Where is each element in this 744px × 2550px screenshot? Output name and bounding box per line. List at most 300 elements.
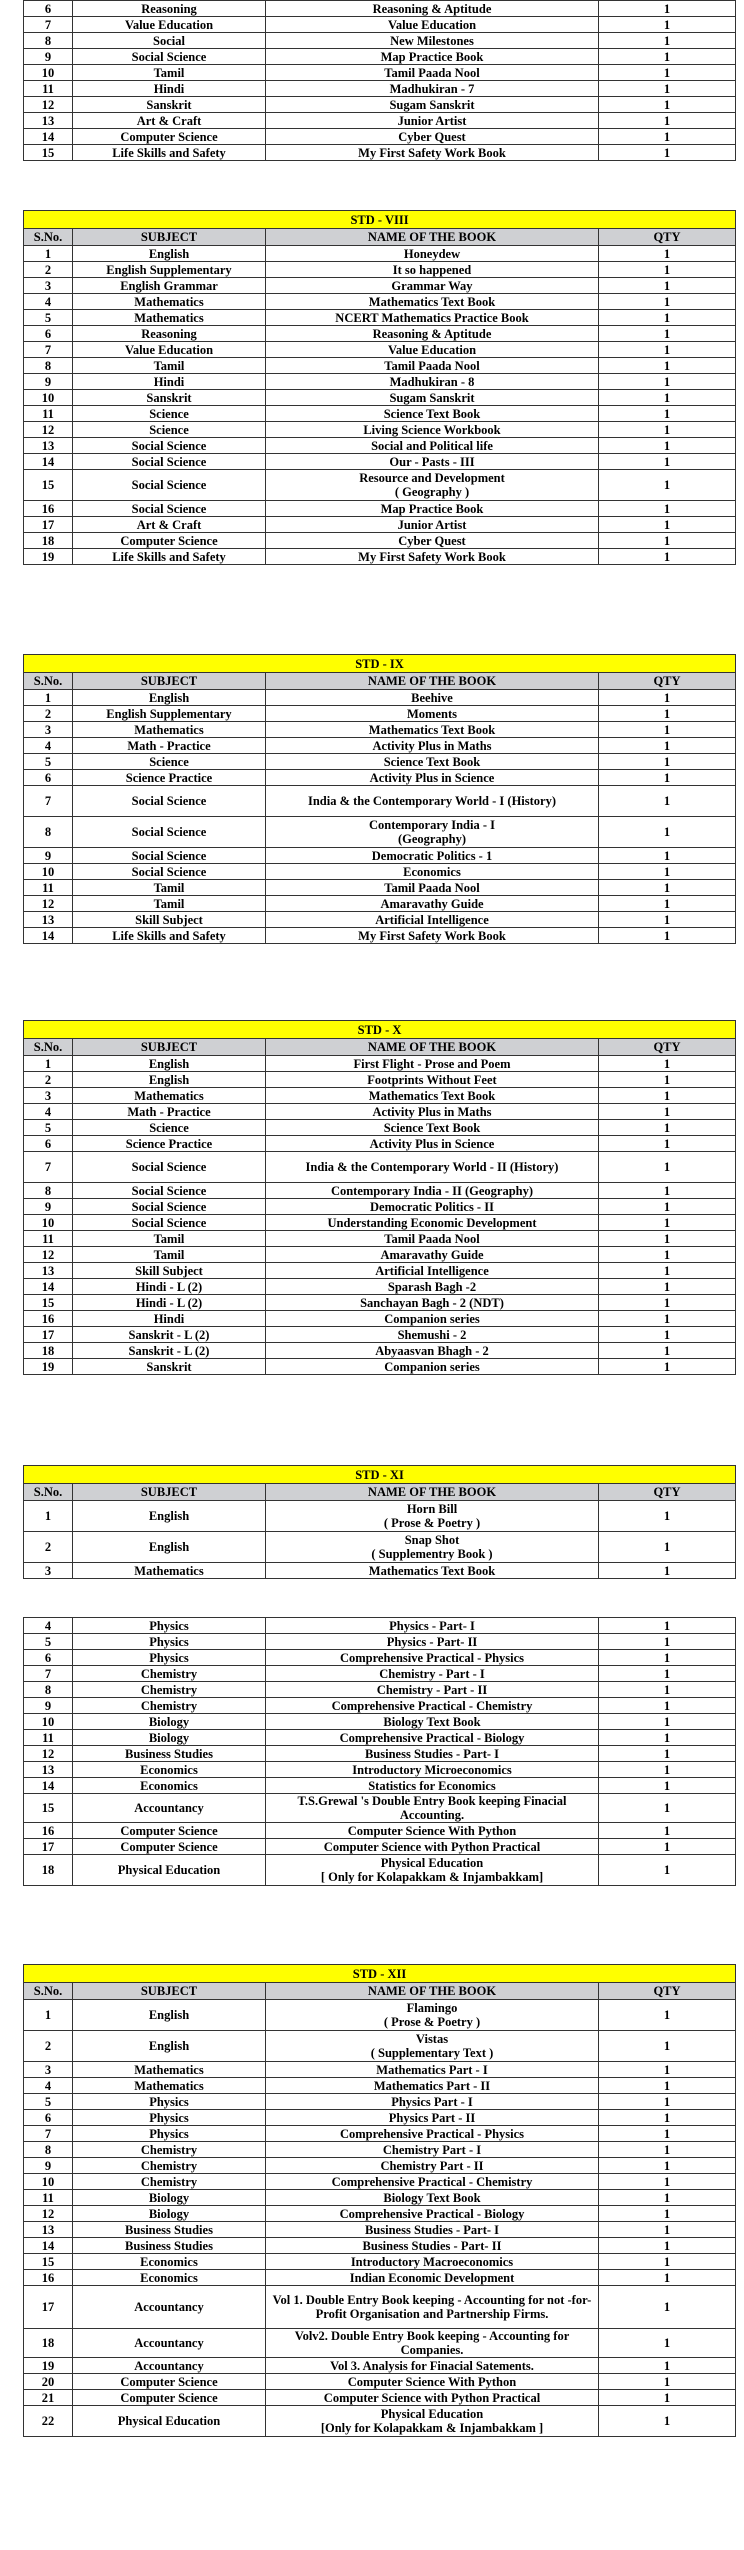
book-name-cell: Amaravathy Guide <box>266 1247 599 1263</box>
table-row <box>24 81 736 97</box>
table-row <box>24 2190 736 2206</box>
table-row <box>24 864 736 880</box>
book-name-cell: Resource and Development ( Geography ) <box>266 470 599 501</box>
sno-cell: 4 <box>24 294 73 310</box>
subject-cell: Skill Subject <box>73 912 266 928</box>
subject-cell: Mathematics <box>73 2078 266 2094</box>
table-row <box>24 2158 736 2174</box>
table-row <box>24 342 736 358</box>
subject-cell: Biology <box>73 1730 266 1746</box>
table-row <box>24 2206 736 2222</box>
sno-header: S.No. <box>24 229 73 246</box>
sno-cell: 10 <box>24 65 73 81</box>
table-row <box>24 2094 736 2110</box>
table-row <box>24 2222 736 2238</box>
book-name-cell: Physical Education [Only for Kolapakkam & Injambakkam ] <box>266 2406 599 2437</box>
subject-cell: English Grammar <box>73 278 266 294</box>
qty-cell: 1 <box>599 81 736 97</box>
book-name-cell: Physics Part - II <box>266 2110 599 2126</box>
std-xii-table <box>23 1964 736 2437</box>
sno-cell: 2 <box>24 706 73 722</box>
sno-header: S.No. <box>24 1039 73 1056</box>
qty-cell: 1 <box>599 1730 736 1746</box>
qty-cell: 1 <box>599 97 736 113</box>
book-name-cell: Junior Artist <box>266 113 599 129</box>
table-row <box>24 1618 736 1634</box>
subject-cell: Mathematics <box>73 722 266 738</box>
std-xi-cont-block <box>0 1617 736 1886</box>
qty-cell: 1 <box>599 49 736 65</box>
table-row <box>24 294 736 310</box>
sno-cell: 8 <box>24 33 73 49</box>
book-name-cell: Chemistry Part - II <box>266 2158 599 2174</box>
table-row <box>24 2254 736 2270</box>
qty-cell: 1 <box>599 438 736 454</box>
sno-cell: 3 <box>24 722 73 738</box>
sno-cell: 9 <box>24 374 73 390</box>
sno-cell: 16 <box>24 501 73 517</box>
subject-cell: Reasoning <box>73 326 266 342</box>
qty-cell: 1 <box>599 880 736 896</box>
book-name-cell: Map Practice Book <box>266 49 599 65</box>
qty-cell: 1 <box>599 2110 736 2126</box>
book-name-cell: India & the Contemporary World - I (History) <box>266 786 599 817</box>
book-name-cell: Shemushi - 2 <box>266 1327 599 1343</box>
subject-cell: Physics <box>73 1650 266 1666</box>
sno-cell: 10 <box>24 2174 73 2190</box>
book-name-header: NAME OF THE BOOK <box>266 673 599 690</box>
table-row <box>24 722 736 738</box>
std-vii-tail-table <box>23 0 736 161</box>
subject-cell: Social Science <box>73 786 266 817</box>
book-name-cell: Tamil Paada Nool <box>266 880 599 896</box>
book-name-cell: Cyber Quest <box>266 129 599 145</box>
book-name-cell: First Flight - Prose and Poem <box>266 1056 599 1072</box>
sno-cell: 16 <box>24 1311 73 1327</box>
table-row <box>24 1247 736 1263</box>
subject-cell: Sanskrit <box>73 390 266 406</box>
book-name-cell: Chemistry Part - I <box>266 2142 599 2158</box>
book-name-cell: Indian Economic Development <box>266 2270 599 2286</box>
book-name-cell: Mathematics Text Book <box>266 722 599 738</box>
sno-cell: 11 <box>24 1231 73 1247</box>
subject-cell: Social Science <box>73 1199 266 1215</box>
table-row <box>24 2142 736 2158</box>
table-row <box>24 390 736 406</box>
sno-cell: 1 <box>24 1056 73 1072</box>
sno-cell: 11 <box>24 2190 73 2206</box>
qty-cell: 1 <box>599 2374 736 2390</box>
book-name-cell: Computer Science With Python <box>266 2374 599 2390</box>
qty-cell: 1 <box>599 2329 736 2358</box>
subject-cell: Mathematics <box>73 2062 266 2078</box>
subject-cell: Business Studies <box>73 2222 266 2238</box>
sno-cell: 11 <box>24 81 73 97</box>
table-row <box>24 690 736 706</box>
sno-cell: 12 <box>24 422 73 438</box>
qty-cell: 1 <box>599 358 736 374</box>
subject-cell: Chemistry <box>73 2142 266 2158</box>
subject-cell: Social Science <box>73 817 266 848</box>
subject-cell: Hindi <box>73 374 266 390</box>
qty-cell: 1 <box>599 454 736 470</box>
book-name-cell: Beehive <box>266 690 599 706</box>
subject-cell: Mathematics <box>73 1088 266 1104</box>
table-row <box>24 1279 736 1295</box>
table-row <box>24 1682 736 1698</box>
qty-cell: 1 <box>599 2206 736 2222</box>
book-name-cell: Mathematics Part - I <box>266 2062 599 2078</box>
sno-cell: 7 <box>24 342 73 358</box>
table-row <box>24 1823 736 1839</box>
sno-cell: 3 <box>24 1088 73 1104</box>
section-title: STD - XI <box>24 1466 736 1484</box>
table-row <box>24 817 736 848</box>
table-row <box>24 1794 736 1823</box>
table-row <box>24 706 736 722</box>
sno-cell: 6 <box>24 770 73 786</box>
book-name-cell: Sugam Sanskrit <box>266 390 599 406</box>
table-row <box>24 928 736 944</box>
book-name-cell: Sparash Bagh -2 <box>266 1279 599 1295</box>
sno-cell: 17 <box>24 2286 73 2329</box>
sno-cell: 1 <box>24 246 73 262</box>
subject-cell: Social Science <box>73 848 266 864</box>
table-row <box>24 1650 736 1666</box>
sno-cell: 9 <box>24 848 73 864</box>
header-row <box>24 1983 736 2000</box>
book-name-cell: Computer Science With Python <box>266 1823 599 1839</box>
qty-cell: 1 <box>599 1650 736 1666</box>
sno-cell: 8 <box>24 358 73 374</box>
subject-cell: Economics <box>73 1762 266 1778</box>
qty-cell: 1 <box>599 2000 736 2031</box>
book-name-cell: Reasoning & Aptitude <box>266 326 599 342</box>
qty-cell: 1 <box>599 817 736 848</box>
qty-cell: 1 <box>599 278 736 294</box>
table-row <box>24 1343 736 1359</box>
qty-cell: 1 <box>599 722 736 738</box>
subject-cell: Chemistry <box>73 2174 266 2190</box>
section-title: STD - IX <box>24 655 736 673</box>
table-row <box>24 501 736 517</box>
subject-cell: Physics <box>73 1634 266 1650</box>
sno-cell: 4 <box>24 2078 73 2094</box>
table-row <box>24 310 736 326</box>
sno-cell: 6 <box>24 1136 73 1152</box>
subject-cell: Social Science <box>73 1215 266 1231</box>
qty-cell: 1 <box>599 2174 736 2190</box>
qty-cell: 1 <box>599 1359 736 1375</box>
sno-cell: 18 <box>24 1343 73 1359</box>
sno-cell: 14 <box>24 1778 73 1794</box>
sno-cell: 15 <box>24 145 73 161</box>
qty-cell: 1 <box>599 246 736 262</box>
sno-cell: 14 <box>24 129 73 145</box>
qty-cell: 1 <box>599 754 736 770</box>
subject-cell: Business Studies <box>73 2238 266 2254</box>
qty-cell: 1 <box>599 17 736 33</box>
sno-cell: 4 <box>24 1104 73 1120</box>
subject-cell: Life Skills and Safety <box>73 928 266 944</box>
book-name-cell: Vol 1. Double Entry Book keeping - Accounting for not -for-Profit Organisation and Partnership Firms. <box>266 2286 599 2329</box>
table-row <box>24 2358 736 2374</box>
subject-cell: English Supplementary <box>73 706 266 722</box>
qty-cell: 1 <box>599 786 736 817</box>
table-row <box>24 129 736 145</box>
subject-cell: Economics <box>73 2270 266 2286</box>
std-x-table <box>23 1020 736 1375</box>
qty-cell: 1 <box>599 2270 736 2286</box>
book-name-cell: Artificial Intelligence <box>266 1263 599 1279</box>
sno-cell: 13 <box>24 2222 73 2238</box>
book-name-cell: Madhukiran - 7 <box>266 81 599 97</box>
qty-cell: 1 <box>599 310 736 326</box>
sno-cell: 19 <box>24 549 73 565</box>
sno-cell: 13 <box>24 1263 73 1279</box>
book-name-cell: Our - Pasts - III <box>266 454 599 470</box>
sno-cell: 2 <box>24 1072 73 1088</box>
book-name-cell: Value Education <box>266 17 599 33</box>
table-row <box>24 17 736 33</box>
book-name-cell: My First Safety Work Book <box>266 928 599 944</box>
subject-cell: Tamil <box>73 1247 266 1263</box>
qty-cell: 1 <box>599 2094 736 2110</box>
sno-cell: 16 <box>24 1823 73 1839</box>
subject-header: SUBJECT <box>73 229 266 246</box>
table-row <box>24 549 736 565</box>
qty-cell: 1 <box>599 2406 736 2437</box>
subject-header: SUBJECT <box>73 1484 266 1501</box>
table-row <box>24 1698 736 1714</box>
table-row <box>24 2238 736 2254</box>
sno-cell: 22 <box>24 2406 73 2437</box>
table-row <box>24 2078 736 2094</box>
qty-cell: 1 <box>599 1682 736 1698</box>
subject-cell: Math - Practice <box>73 1104 266 1120</box>
subject-cell: English <box>73 1056 266 1072</box>
book-name-cell: Value Education <box>266 342 599 358</box>
table-row <box>24 1 736 17</box>
table-row <box>24 1088 736 1104</box>
sno-cell: 15 <box>24 2254 73 2270</box>
qty-cell: 1 <box>599 390 736 406</box>
table-row <box>24 1778 736 1794</box>
subject-cell: Social Science <box>73 470 266 501</box>
qty-cell: 1 <box>599 896 736 912</box>
table-row <box>24 406 736 422</box>
qty-cell: 1 <box>599 1088 736 1104</box>
subject-cell: Life Skills and Safety <box>73 549 266 565</box>
qty-header: QTY <box>599 1983 736 2000</box>
subject-cell: Biology <box>73 2190 266 2206</box>
sno-cell: 6 <box>24 326 73 342</box>
book-name-cell: Comprehensive Practical - Biology <box>266 2206 599 2222</box>
qty-cell: 1 <box>599 33 736 49</box>
sno-cell: 5 <box>24 1634 73 1650</box>
section-title: STD - XII <box>24 1965 736 1983</box>
book-name-header: NAME OF THE BOOK <box>266 1983 599 2000</box>
book-name-cell: Footprints Without Feet <box>266 1072 599 1088</box>
qty-cell: 1 <box>599 517 736 533</box>
subject-cell: English <box>73 1072 266 1088</box>
book-name-cell: Understanding Economic Development <box>266 1215 599 1231</box>
subject-cell: Accountancy <box>73 2358 266 2374</box>
qty-cell: 1 <box>599 1762 736 1778</box>
sno-cell: 3 <box>24 1563 73 1579</box>
sno-cell: 1 <box>24 690 73 706</box>
book-name-cell: Mathematics Part - II <box>266 2078 599 2094</box>
table-row <box>24 2374 736 2390</box>
qty-cell: 1 <box>599 2390 736 2406</box>
table-row <box>24 1183 736 1199</box>
qty-cell: 1 <box>599 912 736 928</box>
table-row <box>24 1839 736 1855</box>
header-row <box>24 673 736 690</box>
book-name-cell: Social and Political life <box>266 438 599 454</box>
subject-cell: Value Education <box>73 17 266 33</box>
subject-cell: Tamil <box>73 880 266 896</box>
subject-cell: Mathematics <box>73 310 266 326</box>
table-row <box>24 1056 736 1072</box>
table-row <box>24 1231 736 1247</box>
subject-header: SUBJECT <box>73 673 266 690</box>
subject-cell: Physics <box>73 2110 266 2126</box>
sno-cell: 15 <box>24 1295 73 1311</box>
table-row <box>24 1501 736 1532</box>
book-name-cell: Physics - Part- II <box>266 1634 599 1650</box>
qty-cell: 1 <box>599 129 736 145</box>
sno-cell: 8 <box>24 2142 73 2158</box>
sno-cell: 13 <box>24 438 73 454</box>
sno-cell: 1 <box>24 2000 73 2031</box>
qty-cell: 1 <box>599 1231 736 1247</box>
table-row <box>24 326 736 342</box>
sno-cell: 18 <box>24 2329 73 2358</box>
book-name-cell: Chemistry - Part - II <box>266 1682 599 1698</box>
qty-cell: 1 <box>599 2222 736 2238</box>
subject-cell: English <box>73 690 266 706</box>
book-name-cell: Sanchayan Bagh - 2 (NDT) <box>266 1295 599 1311</box>
qty-cell: 1 <box>599 1746 736 1762</box>
qty-cell: 1 <box>599 2254 736 2270</box>
subject-cell: English <box>73 2031 266 2062</box>
book-name-cell: Reasoning & Aptitude <box>266 1 599 17</box>
qty-cell: 1 <box>599 342 736 358</box>
sno-cell: 10 <box>24 390 73 406</box>
table-row <box>24 2270 736 2286</box>
qty-cell: 1 <box>599 1104 736 1120</box>
sno-cell: 17 <box>24 1839 73 1855</box>
qty-cell: 1 <box>599 1343 736 1359</box>
subject-cell: Hindi <box>73 81 266 97</box>
sno-cell: 9 <box>24 1698 73 1714</box>
sno-cell: 17 <box>24 1327 73 1343</box>
book-name-header: NAME OF THE BOOK <box>266 1484 599 1501</box>
sno-cell: 7 <box>24 17 73 33</box>
book-name-cell: Junior Artist <box>266 517 599 533</box>
subject-cell: Computer Science <box>73 1839 266 1855</box>
book-name-cell: Map Practice Book <box>266 501 599 517</box>
section-title: STD - VIII <box>24 211 736 229</box>
table-row <box>24 1714 736 1730</box>
book-name-cell: Computer Science with Python Practical <box>266 1839 599 1855</box>
subject-cell: Computer Science <box>73 2374 266 2390</box>
qty-cell: 1 <box>599 1263 736 1279</box>
table-row <box>24 97 736 113</box>
book-name-cell: My First Safety Work Book <box>266 145 599 161</box>
qty-cell: 1 <box>599 1311 736 1327</box>
std-xi-block <box>0 1465 736 1579</box>
subject-cell: Science <box>73 422 266 438</box>
subject-cell: English <box>73 246 266 262</box>
sno-cell: 6 <box>24 2110 73 2126</box>
table-row <box>24 1855 736 1886</box>
table-row <box>24 145 736 161</box>
table-row <box>24 1072 736 1088</box>
sno-cell: 13 <box>24 912 73 928</box>
sno-cell: 5 <box>24 1120 73 1136</box>
sno-cell: 19 <box>24 2358 73 2374</box>
table-row <box>24 2031 736 2062</box>
subject-cell: Physical Education <box>73 1855 266 1886</box>
table-row <box>24 754 736 770</box>
sno-cell: 18 <box>24 1855 73 1886</box>
qty-cell: 1 <box>599 2286 736 2329</box>
sno-header: S.No. <box>24 1983 73 2000</box>
qty-cell: 1 <box>599 1056 736 1072</box>
sno-cell: 14 <box>24 2238 73 2254</box>
subject-cell: Economics <box>73 1778 266 1794</box>
std-xi-cont-table <box>23 1617 736 1886</box>
qty-cell: 1 <box>599 422 736 438</box>
header-row <box>24 1484 736 1501</box>
sno-cell: 12 <box>24 2206 73 2222</box>
qty-cell: 1 <box>599 706 736 722</box>
sno-cell: 3 <box>24 278 73 294</box>
qty-cell: 1 <box>599 1183 736 1199</box>
table-row <box>24 454 736 470</box>
subject-cell: Biology <box>73 2206 266 2222</box>
sno-cell: 6 <box>24 1650 73 1666</box>
table-row <box>24 912 736 928</box>
book-name-cell: Mathematics Text Book <box>266 1088 599 1104</box>
sno-cell: 7 <box>24 786 73 817</box>
book-name-cell: Activity Plus in Maths <box>266 738 599 754</box>
table-row <box>24 262 736 278</box>
table-row <box>24 438 736 454</box>
table-row <box>24 848 736 864</box>
section-title: STD - X <box>24 1021 736 1039</box>
qty-cell: 1 <box>599 1532 736 1563</box>
subject-cell: Science <box>73 406 266 422</box>
sno-cell: 15 <box>24 470 73 501</box>
subject-cell: English Supplementary <box>73 262 266 278</box>
subject-header: SUBJECT <box>73 1983 266 2000</box>
sno-cell: 12 <box>24 97 73 113</box>
qty-cell: 1 <box>599 2358 736 2374</box>
qty-cell: 1 <box>599 533 736 549</box>
table-row <box>24 2000 736 2031</box>
book-name-cell: Mathematics Text Book <box>266 1563 599 1579</box>
sno-cell: 18 <box>24 533 73 549</box>
book-name-cell: Statistics for Economics <box>266 1778 599 1794</box>
table-row <box>24 33 736 49</box>
subject-cell: Chemistry <box>73 1682 266 1698</box>
subject-cell: Economics <box>73 2254 266 2270</box>
qty-cell: 1 <box>599 1327 736 1343</box>
sno-cell: 13 <box>24 1762 73 1778</box>
